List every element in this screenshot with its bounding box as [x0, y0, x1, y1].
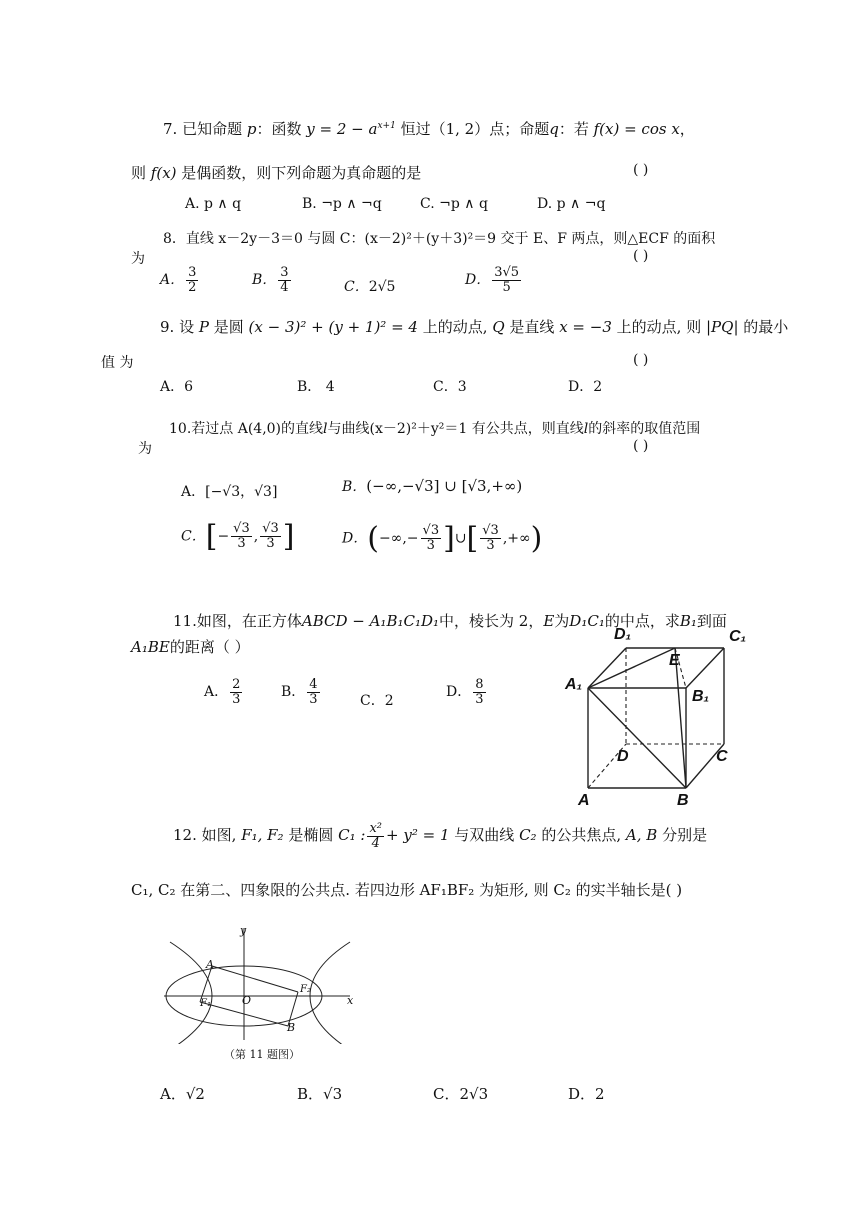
- fig12-label-f2: F₂: [300, 984, 311, 995]
- fig12-label-a: A: [206, 958, 214, 971]
- q7-option-c[interactable]: C. ¬p ∧ q: [420, 196, 488, 212]
- q7-line1: 7. 已知命题 p：函数 $y = 2 - a^{x+1}$ 恒过（1, 2）点；命题q：若 f(x) = cos x，: [163, 120, 695, 138]
- q7-option-d[interactable]: D. p ∧ ¬q: [537, 196, 606, 212]
- q10-text: 10.若过点 A(4,0)的直线l与曲线(x－2)²＋y²＝1 有公共点，则直线l的斜率的取值范围: [169, 421, 701, 437]
- q9-option-d[interactable]: D．2: [568, 379, 603, 395]
- cube-label-d1: D₁: [614, 626, 632, 643]
- q8-option-d[interactable]: D． $\frac{3√5}{5}$: [465, 265, 520, 295]
- fig12-label-f1: F₁: [200, 998, 211, 1009]
- fig12-caption: （第 11 题图）: [224, 1048, 300, 1061]
- q7-option-a[interactable]: A. p ∧ q: [185, 196, 242, 212]
- q7-function: y = 2 − a: [306, 120, 378, 138]
- cube-label-e: E: [669, 652, 680, 669]
- cube-label-c: C: [716, 748, 728, 765]
- q9-option-c[interactable]: C．3: [433, 379, 467, 395]
- q9-option-a[interactable]: A．6: [160, 379, 194, 395]
- q8-option-c[interactable]: C．2√5: [344, 279, 396, 295]
- cube-label-b: B: [677, 792, 689, 809]
- q12-option-d[interactable]: D．2: [568, 1085, 605, 1103]
- q10-option-d[interactable]: D．(−∞,− $\frac{√3}{3}$ ]∪[ $\frac{√3}{3}$ ,+∞): [342, 521, 543, 556]
- q10-option-b[interactable]: B．(−∞,−√3] ∪ [√3,+∞): [342, 477, 523, 495]
- q10-answer-paren: ( ): [633, 438, 649, 454]
- q8-option-a[interactable]: A． $\frac{3}{2}$: [160, 265, 197, 295]
- q11-option-b[interactable]: B． $\frac{4}{3}$: [281, 677, 318, 707]
- q10-option-c[interactable]: C．[− $\frac{√3}{3}$ , $\frac{√3}{3}$ ]: [181, 519, 295, 554]
- fig12-label-y: y: [240, 924, 247, 937]
- q10-option-a[interactable]: A．[−√3，√3]: [181, 484, 278, 500]
- q11-option-d[interactable]: D． $\frac{8}{3}$: [446, 677, 484, 707]
- q12-line2: C₁, C₂ 在第二、四象限的公共点. 若四边形 AF₁BF₂ 为矩形, 则 C₂ 的实半轴长是( ): [131, 881, 683, 899]
- q8-text2: 为: [131, 251, 145, 267]
- fig12-label-x: x: [347, 994, 354, 1007]
- q11-option-a[interactable]: A． $\frac{2}{3}$: [204, 677, 241, 707]
- q8-option-b[interactable]: B． $\frac{3}{4}$: [252, 265, 289, 295]
- cube-figure: [560, 618, 760, 818]
- cube-label-a1: A₁: [565, 676, 583, 693]
- q10-text2: 为: [138, 441, 152, 457]
- fig12-label-b: B: [287, 1021, 296, 1034]
- q8-text: 8．直线 x－2y－3＝0 与圆 C：(x－2)²＋(y＋3)²＝9 交于 E、F 两点，则△ECF 的面积: [163, 231, 716, 247]
- q12-option-a[interactable]: A．√2: [160, 1085, 205, 1103]
- cube-label-a: A: [578, 792, 590, 809]
- cube-label-d: D: [617, 748, 629, 765]
- q9-line2: 值 为: [101, 355, 134, 371]
- q11-line2: A₁BE的距离（ ）: [131, 638, 250, 656]
- q11-option-c[interactable]: C．2: [360, 693, 394, 709]
- fig12-label-o: O: [242, 994, 252, 1007]
- q8-answer-paren: ( ): [633, 248, 649, 264]
- q7-answer-paren: ( ): [633, 162, 649, 178]
- cube-label-b1: B₁: [692, 688, 710, 705]
- q9-option-b[interactable]: B． 4: [297, 379, 335, 395]
- q9-line1: 9. 设 P 是圆 (x − 3)² + (y + 1)² = 4 上的动点, Q 是直线 x = −3 上的动点, 则 |PQ| 的最小: [160, 318, 789, 336]
- q7-line2: 则 f(x) 是偶函数，则下列命题为真命题的是: [131, 164, 422, 182]
- q9-answer-paren: ( ): [633, 352, 649, 368]
- q12-option-c[interactable]: C．2√3: [433, 1085, 489, 1103]
- cube-label-c1: C₁: [729, 628, 747, 645]
- q12-option-b[interactable]: B．√3: [297, 1085, 343, 1103]
- q12-line1: 12. 如图, F₁, F₂ 是椭圆 C₁ : $\frac{\text{x²}}{4}$ + y² = 1 与双曲线 C₂ 的公共焦点, A, B 分别是: [173, 821, 708, 851]
- ellipse-hyperbola-figure: [160, 922, 360, 1044]
- q7-option-b[interactable]: B. ¬p ∧ ¬q: [302, 196, 382, 212]
- q11-line1: 11.如图，在正方体ABCD − A₁B₁C₁D₁中，棱长为 2，E为D₁C₁的中点，求B₁到面: [173, 612, 727, 630]
